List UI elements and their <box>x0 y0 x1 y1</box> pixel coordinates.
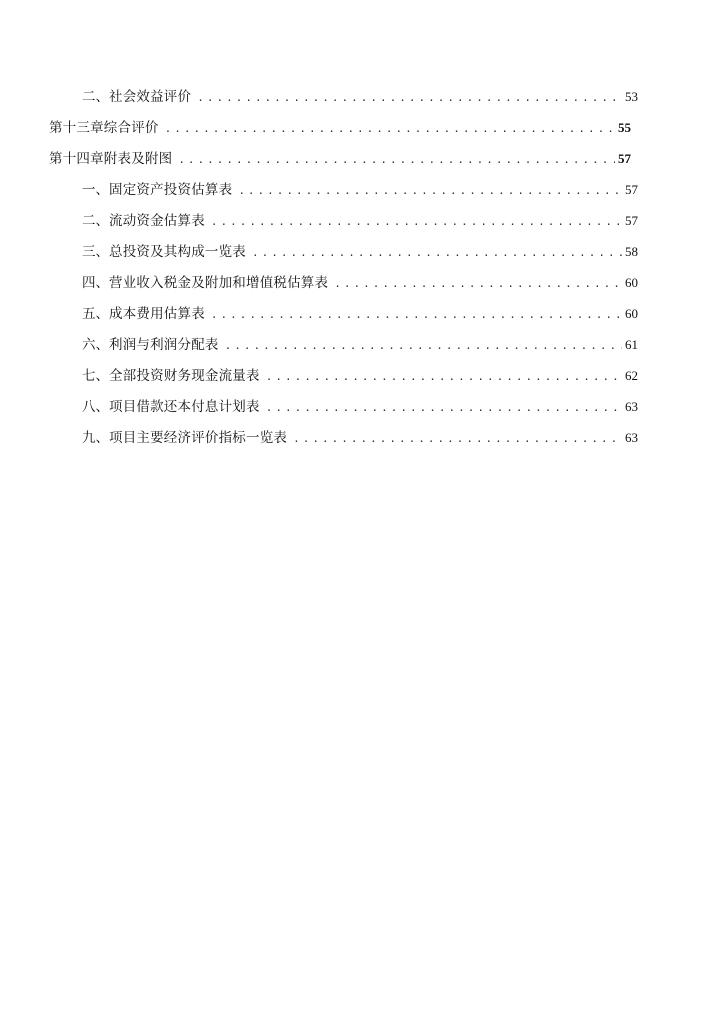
toc-entry-profit-distribution[interactable] <box>82 334 638 356</box>
toc-chapter-title: 第十四章附表及附图 <box>49 151 173 167</box>
toc-entry-title: 固定资产投资估算表 <box>109 182 233 198</box>
dot-leader <box>225 335 622 357</box>
toc-entry-economic-indicators[interactable] <box>82 427 638 449</box>
toc-entry-page: 60 <box>625 275 638 290</box>
dot-leader <box>197 87 622 109</box>
toc-chapter-14[interactable] <box>49 148 631 170</box>
toc-entry-number: 九、 <box>82 430 109 446</box>
toc-entry-page: 57 <box>625 182 638 197</box>
toc-entry-number: 一、 <box>82 182 109 198</box>
toc-entry-title: 全部投资财务现金流量表 <box>109 368 260 384</box>
dot-leader <box>211 211 622 233</box>
toc-entry-number: 八、 <box>82 399 109 415</box>
toc-entry-title: 营业收入税金及附加和增值税估算表 <box>109 275 329 291</box>
dot-leader <box>252 242 622 264</box>
toc-entry-title: 成本费用估算表 <box>109 306 205 322</box>
toc-entry-cost-expense[interactable] <box>82 303 638 325</box>
toc-entry-title: 社会效益评价 <box>109 89 192 105</box>
toc-entry-number: 二、 <box>82 213 109 229</box>
toc-entry-title: 项目借款还本付息计划表 <box>109 399 260 415</box>
toc-chapter-page: 55 <box>618 120 631 135</box>
toc-entry-page: 61 <box>625 337 638 352</box>
dot-leader <box>334 273 622 295</box>
toc-entry-total-investment[interactable] <box>82 241 638 263</box>
toc-entry-title: 总投资及其构成一览表 <box>109 244 246 260</box>
dot-leader <box>165 118 615 140</box>
toc-entry-cash-flow[interactable] <box>82 365 638 387</box>
toc-entry-title: 利润与利润分配表 <box>109 337 219 353</box>
toc-chapter-page: 57 <box>618 151 631 166</box>
toc-entry-page: 63 <box>625 399 638 414</box>
toc-entry-loan-repayment[interactable] <box>82 396 638 418</box>
toc-entry-page: 60 <box>625 306 638 321</box>
toc-entry-title: 项目主要经济评价指标一览表 <box>109 430 288 446</box>
toc-entry-fixed-asset[interactable] <box>82 179 638 201</box>
toc-entry-number: 三、 <box>82 244 109 260</box>
toc-entry-page: 58 <box>625 244 638 259</box>
toc-entry-social-benefit[interactable] <box>82 86 638 108</box>
dot-leader <box>178 149 615 171</box>
toc-entry-number: 二、 <box>82 89 109 105</box>
toc-chapter-title: 第十三章综合评价 <box>49 120 159 136</box>
dot-leader <box>266 397 622 419</box>
toc-entry-working-capital[interactable] <box>82 210 638 232</box>
toc-entry-page: 53 <box>625 89 638 104</box>
toc-entry-page: 63 <box>625 430 638 445</box>
dot-leader <box>266 366 622 388</box>
toc-entry-page: 62 <box>625 368 638 383</box>
toc-entry-page: 57 <box>625 213 638 228</box>
toc-entry-number: 五、 <box>82 306 109 322</box>
toc-entry-title: 流动资金估算表 <box>109 213 205 229</box>
toc-entry-number: 四、 <box>82 275 109 291</box>
toc-entry-revenue-tax[interactable] <box>82 272 638 294</box>
dot-leader <box>293 428 622 450</box>
toc-entry-number: 七、 <box>82 368 109 384</box>
dot-leader <box>238 180 622 202</box>
toc-chapter-13[interactable] <box>49 117 631 139</box>
dot-leader <box>211 304 622 326</box>
toc-entry-number: 六、 <box>82 337 109 353</box>
